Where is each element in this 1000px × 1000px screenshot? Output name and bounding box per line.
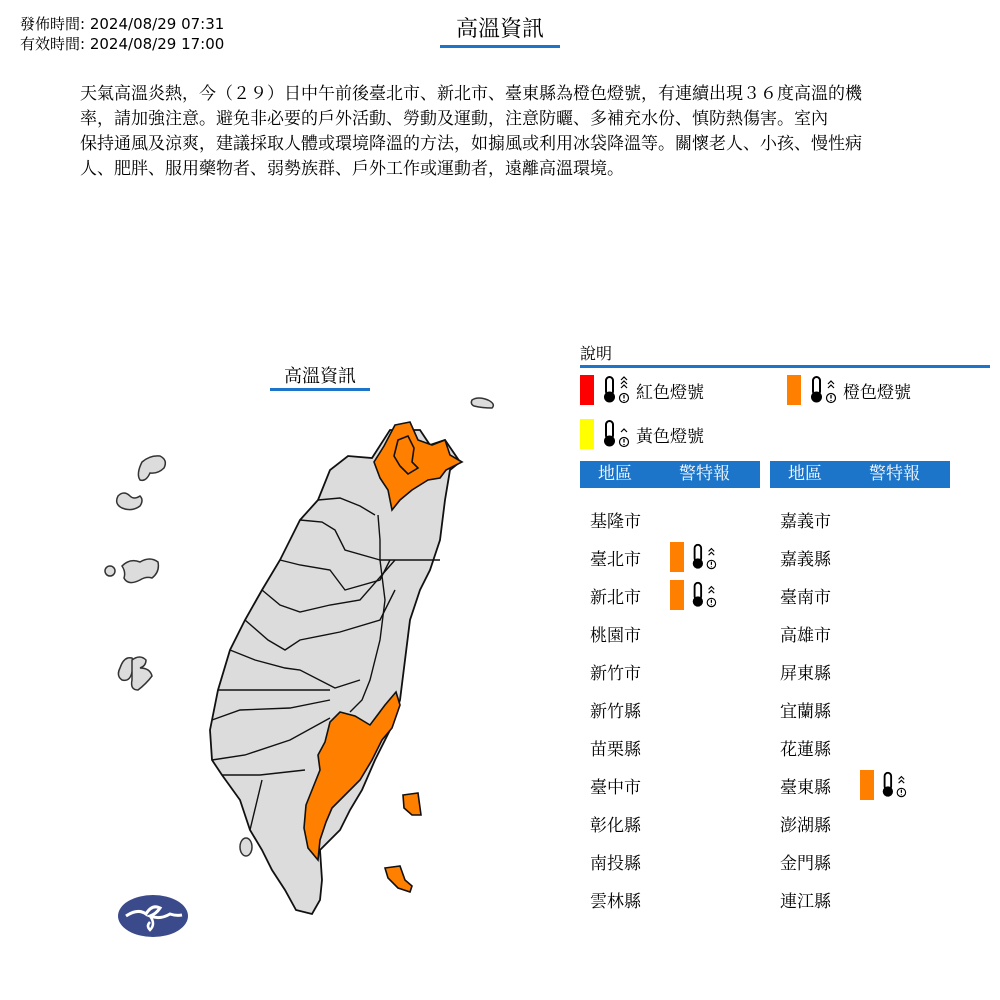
table-row: [770, 500, 860, 538]
orange-swatch: [787, 375, 801, 405]
cwa-logo: [118, 895, 188, 937]
table-header-left: [580, 461, 760, 488]
thermometer-icon: [689, 542, 717, 572]
table-row: [580, 728, 670, 766]
column-warning: 警特報: [679, 464, 730, 484]
description-line: 天氣高溫炎熱，今（２９）日中午前後臺北市、新北市、臺東縣為橙色燈號，有連續出現３６度高溫的機: [80, 84, 862, 104]
table-row: [580, 500, 670, 538]
warning-swatch: [860, 770, 874, 800]
warning-indicator: [670, 542, 723, 572]
thermometer-icon: [600, 418, 630, 450]
region-name: 宜蘭縣: [780, 701, 831, 722]
table-row: [580, 576, 723, 614]
table-row: [770, 652, 860, 690]
warning-indicator: [670, 580, 723, 610]
legend-item-yellow: [580, 418, 704, 450]
region-orchid-island: [385, 866, 412, 892]
yellow-swatch: [580, 419, 594, 449]
legend-label: 橙色燈號: [843, 382, 911, 403]
region-green-island: [403, 793, 421, 815]
region-name: 連江縣: [780, 891, 831, 912]
table-row: [770, 728, 860, 766]
description-line: 率，請加強注意。避免非必要的戶外活動、勞動及運動，注意防曬、多補充水份、慎防熱傷害。室內: [80, 109, 828, 129]
table-row: [580, 804, 670, 842]
table-row: [770, 842, 860, 880]
region-name: 雲林縣: [590, 891, 641, 912]
thermometer-icon: [807, 374, 837, 406]
region-name: 屏東縣: [780, 663, 831, 684]
table-row: [580, 652, 670, 690]
warning-swatch: [670, 542, 684, 572]
legend-item-orange: [787, 374, 911, 406]
region-name: 臺北市: [590, 549, 641, 570]
region-name: 花蓮縣: [780, 739, 831, 760]
table-row: [580, 766, 670, 804]
region-name: 臺中市: [590, 777, 641, 798]
valid-time: 2024/08/29 17:00: [89, 35, 225, 53]
column-region: 地區: [788, 464, 822, 484]
warning-indicator: [860, 770, 913, 800]
region-name: 臺南市: [780, 587, 831, 608]
thermometer-icon: [600, 374, 630, 406]
publish-time: 2024/08/29 07:31: [89, 15, 225, 33]
table-row: [580, 842, 670, 880]
table-row: [770, 804, 860, 842]
region-name: 基隆市: [590, 511, 641, 532]
table-row: [580, 880, 670, 918]
table-row: [770, 690, 860, 728]
table-row: [580, 690, 670, 728]
region-name: 臺東縣: [780, 777, 831, 798]
table-row: [770, 576, 860, 614]
region-name: 新竹縣: [590, 701, 641, 722]
legend-title: 說明: [580, 343, 990, 368]
region-name: 苗栗縣: [590, 739, 641, 760]
publish-label: 發佈時間:: [20, 15, 86, 33]
table-row: [580, 614, 670, 652]
column-region: 地區: [598, 464, 632, 484]
table-row: [770, 766, 913, 804]
warning-swatch: [670, 580, 684, 610]
thermometer-icon: [879, 770, 907, 800]
thermometer-icon: [689, 580, 717, 610]
region-name: 高雄市: [780, 625, 831, 646]
valid-label: 有效時間:: [20, 35, 86, 53]
page-title: 高溫資訊: [440, 16, 560, 48]
table-row: [580, 538, 723, 576]
region-name: 南投縣: [590, 853, 641, 874]
table-row: [770, 614, 860, 652]
legend-label: 紅色燈號: [636, 382, 704, 403]
description-line: 保持通風及涼爽，建議採取人體或環境降溫的方法，如搧風或利用冰袋降溫等。關懷老人、小孩、慢性病: [80, 134, 862, 154]
column-warning: 警特報: [869, 464, 920, 484]
map-title: 高溫資訊: [270, 366, 370, 391]
table-header-right: [770, 461, 950, 488]
region-name: 金門縣: [780, 853, 831, 874]
region-name: 新竹市: [590, 663, 641, 684]
region-name: 新北市: [590, 587, 641, 608]
table-row: [770, 880, 860, 918]
table-row: [770, 538, 860, 576]
region-name: 澎湖縣: [780, 815, 831, 836]
region-name: 桃園市: [590, 625, 641, 646]
description-line: 人、肥胖、服用藥物者、弱勢族群、戶外工作或運動者，遠離高溫環境。: [80, 159, 624, 179]
region-name: 嘉義縣: [780, 549, 831, 570]
region-name: 彰化縣: [590, 815, 641, 836]
region-name: 嘉義市: [780, 511, 831, 532]
legend-item-red: [580, 374, 704, 406]
legend-label: 黃色燈號: [636, 426, 704, 447]
red-swatch: [580, 375, 594, 405]
